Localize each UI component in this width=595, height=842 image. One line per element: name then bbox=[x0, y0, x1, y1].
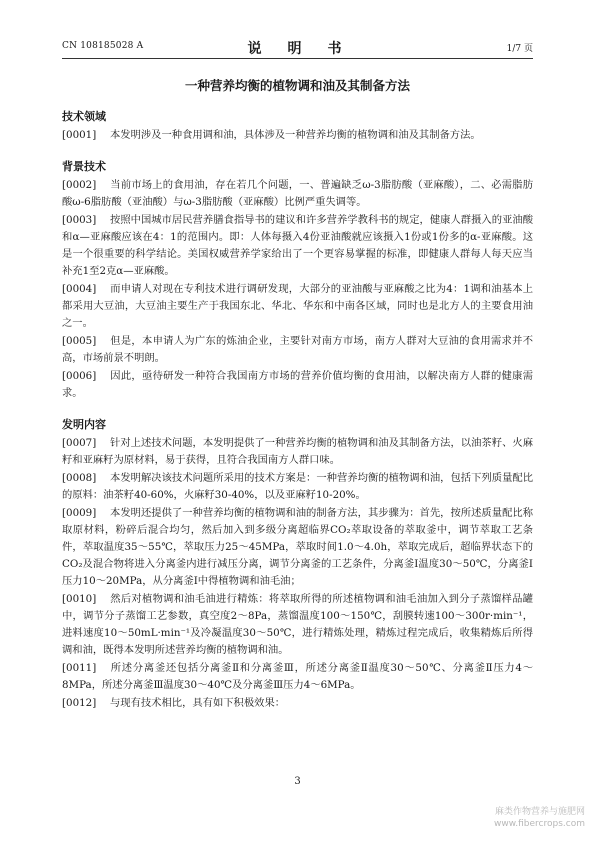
paragraph bbox=[62, 660, 533, 694]
section-heading: 发明内容 bbox=[62, 418, 106, 431]
paragraph-text: 所述分离釜还包括分离釜Ⅱ和分离釜Ⅲ，所述分离釜Ⅱ温度30～50℃、分离釜Ⅱ压力4～8MPa，所述分离釜Ⅲ温度30～40℃及分离釜Ⅲ压力4～6MPa。 bbox=[62, 662, 533, 691]
header-divider bbox=[62, 58, 533, 59]
paragraph-number: [0012] bbox=[62, 697, 97, 709]
paragraph-text: 然后对植物调和油毛油进行精炼：将萃取所得的所述植物调和油毛油加入到分子蒸馏样品罐中，调节分子蒸馏工艺参数，真空度2～8Pa，蒸馏温度100～150℃，刮膜转速100～300r·min⁻¹，进料速度10～50mL·min⁻¹及冷凝温度30～50℃，进行精炼处理，精炼过程完成后，收集精炼后所得调和油，既得本发明所述营养均衡的植物调和油。 bbox=[62, 593, 533, 656]
watermark-url: www.fibercrops.com bbox=[494, 819, 585, 829]
paragraph-number: [0010] bbox=[62, 593, 97, 605]
paragraph-text: 而申请人对现在专利技术进行调研发现，大部分的亚油酸与亚麻酸之比为4：1调和油基本上都采用大豆油，大豆油主要生产于我国东北、华北、华东和中南各区域，同时也是北方人的主要食用油之一。 bbox=[62, 283, 533, 329]
paragraph bbox=[62, 177, 533, 211]
paragraph bbox=[62, 212, 533, 280]
paragraph-text: 与现有技术相比，具有如下积极效果： bbox=[110, 697, 286, 709]
paragraph-number: [0003] bbox=[62, 214, 97, 226]
paragraph bbox=[62, 505, 533, 590]
paragraph-number: [0004] bbox=[62, 283, 97, 295]
paragraph-number: [0007] bbox=[62, 437, 97, 449]
paragraph-text: 当前市场上的食用油，存在若几个问题，一、普遍缺乏ω-3脂肪酸（亚麻酸），二、必需脂肪酸ω-6脂肪酸（亚油酸）与ω-3脂肪酸（亚麻酸）比例严重失调等。 bbox=[62, 179, 533, 208]
paragraph-text: 本发明涉及一种食用调和油，具体涉及一种营养均衡的植物调和油及其制备方法。 bbox=[110, 129, 481, 141]
paragraph-number: [0009] bbox=[62, 507, 97, 519]
paragraph-number: [0005] bbox=[62, 335, 97, 347]
page-number: 3 bbox=[294, 776, 301, 787]
page-header bbox=[62, 38, 533, 58]
paragraph-text: 但是，本申请人为广东的炼油企业，主要针对南方市场，南方人群对大豆油的食用需求并不高，市场前景不明朗。 bbox=[62, 335, 533, 364]
paragraph-number: [0006] bbox=[62, 370, 97, 382]
paragraph bbox=[62, 470, 533, 504]
paragraph-text: 因此，亟待研发一种符合我国南方市场的营养价值均衡的食用油，以解决南方人群的健康需求。 bbox=[62, 370, 533, 399]
paragraph-number: [0011] bbox=[62, 662, 97, 674]
document-type: 说 明 书 bbox=[247, 41, 348, 57]
patent-number: CN 108185028 A bbox=[62, 41, 144, 51]
document-title: 一种营养均衡的植物调和油及其制备方法 bbox=[184, 78, 410, 93]
watermark-site-name: 麻类作物营养与施肥网 bbox=[494, 807, 585, 817]
paragraph bbox=[62, 281, 533, 332]
paragraph bbox=[62, 435, 533, 469]
paragraph-text: 本发明解决该技术问题所采用的技术方案是：一种营养均衡的植物调和油，包括下列质量配比的原料：油茶籽40-60%，火麻籽30-40%，以及亚麻籽10-20%。 bbox=[62, 472, 533, 501]
paragraph bbox=[62, 368, 533, 402]
paragraph-number: [0008] bbox=[62, 472, 97, 484]
paragraph bbox=[62, 695, 533, 712]
page-info: 1/7 页 bbox=[506, 44, 533, 54]
paragraph-text: 按照中国城市居民营养膳食指导书的建议和许多营养学教科书的规定，健康人群摄入的亚油酸和α—亚麻酸应该在4：1的范围内。即：人体每摄入4份亚油酸就应该摄入1份或1份多的α-亚麻酸。这是一个很重要的科学结论。美国权威营养学家给出了一个更容易掌握的标准，即健康人群每人每天应当补充1至2克α—亚麻酸。 bbox=[62, 214, 533, 277]
paragraph-text: 本发明还提供了一种营养均衡的植物调和油的制备方法，其步骤为：首先，按所述质量配比称取原材料，粉碎后混合均匀，然后加入到多级分离超临界CO₂萃取设备的萃取釜中，调节萃取工艺条件，萃取温度35～55℃，萃取压力25～45MPa，萃取时间1.0～4.0h，萃取完成后，超临界状态下的CO₂及混合物将进入分离釜内进行减压分离，调节分离釜的工艺条件，分离釜Ⅰ温度30～50℃，分离釜Ⅰ压力10～20MPa，从分离釜Ⅰ中得植物调和油毛油； bbox=[62, 507, 533, 587]
section-heading: 技术领域 bbox=[62, 110, 106, 123]
watermark bbox=[494, 806, 585, 830]
paragraph-number: [0001] bbox=[62, 129, 97, 141]
paragraph bbox=[62, 591, 533, 659]
paragraph bbox=[62, 127, 533, 144]
paragraph-number: [0002] bbox=[62, 179, 97, 191]
document-body bbox=[62, 108, 533, 713]
section-heading: 背景技术 bbox=[62, 160, 106, 173]
paragraph-text: 针对上述技术问题，本发明提供了一种营养均衡的植物调和油及其制备方法，以油茶籽、火麻籽和亚麻籽为原材料，易于获得，且符合我国南方人群口味。 bbox=[62, 437, 533, 466]
paragraph bbox=[62, 333, 533, 367]
